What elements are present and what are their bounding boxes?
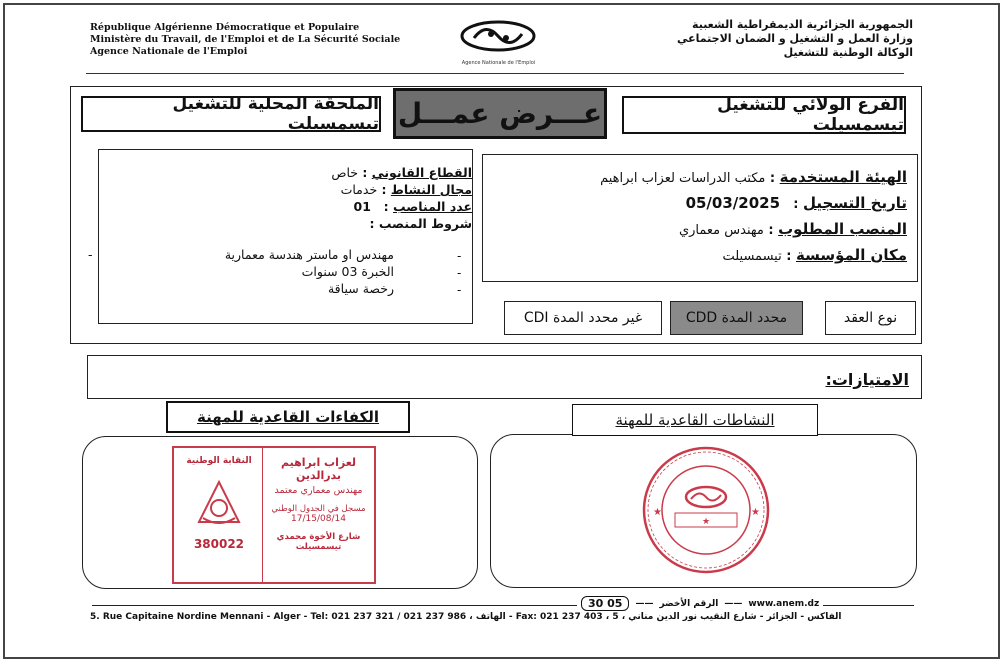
header-ar-line2: وزارة العمل و التشغيل و الضمان الاجتماعي <box>677 32 913 45</box>
company-place-value: تيسمسيلت <box>722 249 782 264</box>
anem-logo <box>446 18 551 68</box>
header-arabic <box>677 18 913 60</box>
activity-value: خدمات <box>340 182 378 197</box>
wilaya-branch-box <box>622 96 906 134</box>
advantages-box <box>87 355 922 399</box>
footer-address: 5. Rue Capitaine Nordine Mennani - Alger - Tel: 021 237 321 / 021 237 986 ، الهاتف - Fax: 021 237 403 ، الفاكس - الجزائر - شارع النقيب نور الدين مناني ، 5 <box>90 612 842 622</box>
company-place-label: مكان المؤسسة <box>795 246 907 264</box>
contract-type-label-box <box>825 301 916 335</box>
employer-label: الهيئة المستخدمة <box>779 168 907 186</box>
sector-row: القطاع القانوني : خاص <box>331 165 472 180</box>
requirements-row: شروط المنصب : <box>369 216 472 231</box>
employer-info-box <box>482 154 918 282</box>
basic-competencies-title: الكفاءات القاعدية للمهنة <box>196 408 380 426</box>
positions-count-label: عدد المناصب <box>393 199 472 214</box>
logo-caption: Agence Nationale de l'Emploi <box>461 60 536 66</box>
job-offer-title-text: عـــرض عمـــل <box>397 97 603 130</box>
footer-green-number: 30 05 <box>581 596 629 611</box>
contract-cdd-label: محدد المدة CDD <box>685 310 788 326</box>
header-ar-line1: الجمهورية الجزائرية الديمقراطية الشعبية <box>692 18 913 31</box>
contract-cdi-label: غير محدد المدة CDI <box>523 310 643 326</box>
header-fr-line1: République Algérienne Démocratique et Populaire <box>90 22 360 33</box>
contract-cdi-option <box>504 301 662 335</box>
requested-post-value: مهندس معماري <box>678 223 764 238</box>
job-offer-title <box>393 88 607 139</box>
stamp-org: النقابة الوطنية <box>186 456 252 466</box>
requirement-item: الخبرة 03 سنوات <box>301 264 394 279</box>
registration-date-row: تاريخ التسجيل : 05/03/2025 <box>685 194 907 212</box>
svg-text:★: ★ <box>751 507 760 518</box>
job-conditions-box <box>88 149 473 324</box>
svg-text:★: ★ <box>701 517 711 527</box>
employer-row: الهيئة المستخدمة : مكتب الدراسات لعزاب ابراهيم <box>600 168 907 186</box>
registration-date-label: تاريخ التسجيل <box>802 194 907 212</box>
header-fr-line2: Ministère du Travail, de l'Emploi et de La Sécurité Sociale <box>90 34 401 45</box>
stamp-architect-name: لعزاب ابراهيم بدرالدين <box>280 456 357 482</box>
wilaya-branch-title: الفرع الولائي للتشغيل تيسمسيلت <box>717 95 904 135</box>
stamp-registration: مسجل في الجدول الوطني <box>271 504 366 514</box>
header-ar-line3: الوكالة الوطنية للتشغيل <box>783 46 913 59</box>
footer-code-label: الرقم الأخضر <box>659 598 719 609</box>
footer-contact: www.anem.dz —— الرقم الأخضر —— 30 05 <box>577 596 823 611</box>
header-fr-line3: Agence Nationale de l'Emploi <box>90 46 248 57</box>
activity-row: مجال النشاط : خدمات <box>340 182 472 197</box>
requested-post-label: المنصب المطلوب <box>778 220 907 238</box>
contract-type-label: نوع العقد <box>843 310 898 326</box>
employer-value: مكتب الدراسات لعزاب ابراهيم <box>600 171 766 186</box>
activity-label: مجال النشاط <box>390 182 472 197</box>
contract-cdd-option <box>670 301 803 335</box>
requirement-item: مهندس او ماستر هندسة معمارية - <box>88 247 394 262</box>
local-branch-title: الملحقة المحلية للتشغيل تيسمسيلت <box>172 94 379 134</box>
positions-count-row: عدد المناصب : 01 <box>353 199 472 214</box>
conditions-content <box>252 164 472 232</box>
sector-label: القطاع القانوني <box>371 165 472 180</box>
svg-text:★: ★ <box>653 507 662 518</box>
header-french <box>90 22 400 58</box>
stamp-number: 380022 <box>193 537 245 551</box>
sector-value: خاص <box>331 165 359 180</box>
advantages-label: الامتيازات: <box>825 370 909 389</box>
stamp-address: شارع الأخوة محمدي تيسمسيلت <box>276 532 361 552</box>
company-place-row: مكان المؤسسة : تيسمسيلت <box>722 246 907 264</box>
footer-website: www.anem.dz <box>748 598 820 609</box>
anem-round-stamp <box>641 445 771 575</box>
local-branch-box <box>81 96 381 132</box>
registration-date-value: 05/03/2025 <box>685 194 781 212</box>
requirements-list <box>88 246 412 297</box>
architect-stamp <box>172 446 376 584</box>
requirement-item: رخصة سياقة <box>327 281 394 296</box>
basic-activities-header <box>572 404 818 436</box>
basic-competencies-header <box>166 401 410 433</box>
stamp-emblem-icon <box>189 472 249 532</box>
header-separator <box>86 73 904 74</box>
requested-post-row: المنصب المطلوب : مهندس معماري <box>678 220 907 238</box>
stamp-registration-no: 17/15/08/14 <box>291 514 346 524</box>
basic-activities-title: النشاطات القاعدية للمهنة <box>615 411 775 429</box>
requirements-label: شروط المنصب <box>378 216 472 231</box>
stamp-architect-title: مهندس معماري معتمد <box>274 485 363 496</box>
positions-count-value: 01 <box>353 199 371 214</box>
requirement-dashes: - - - <box>457 249 462 297</box>
